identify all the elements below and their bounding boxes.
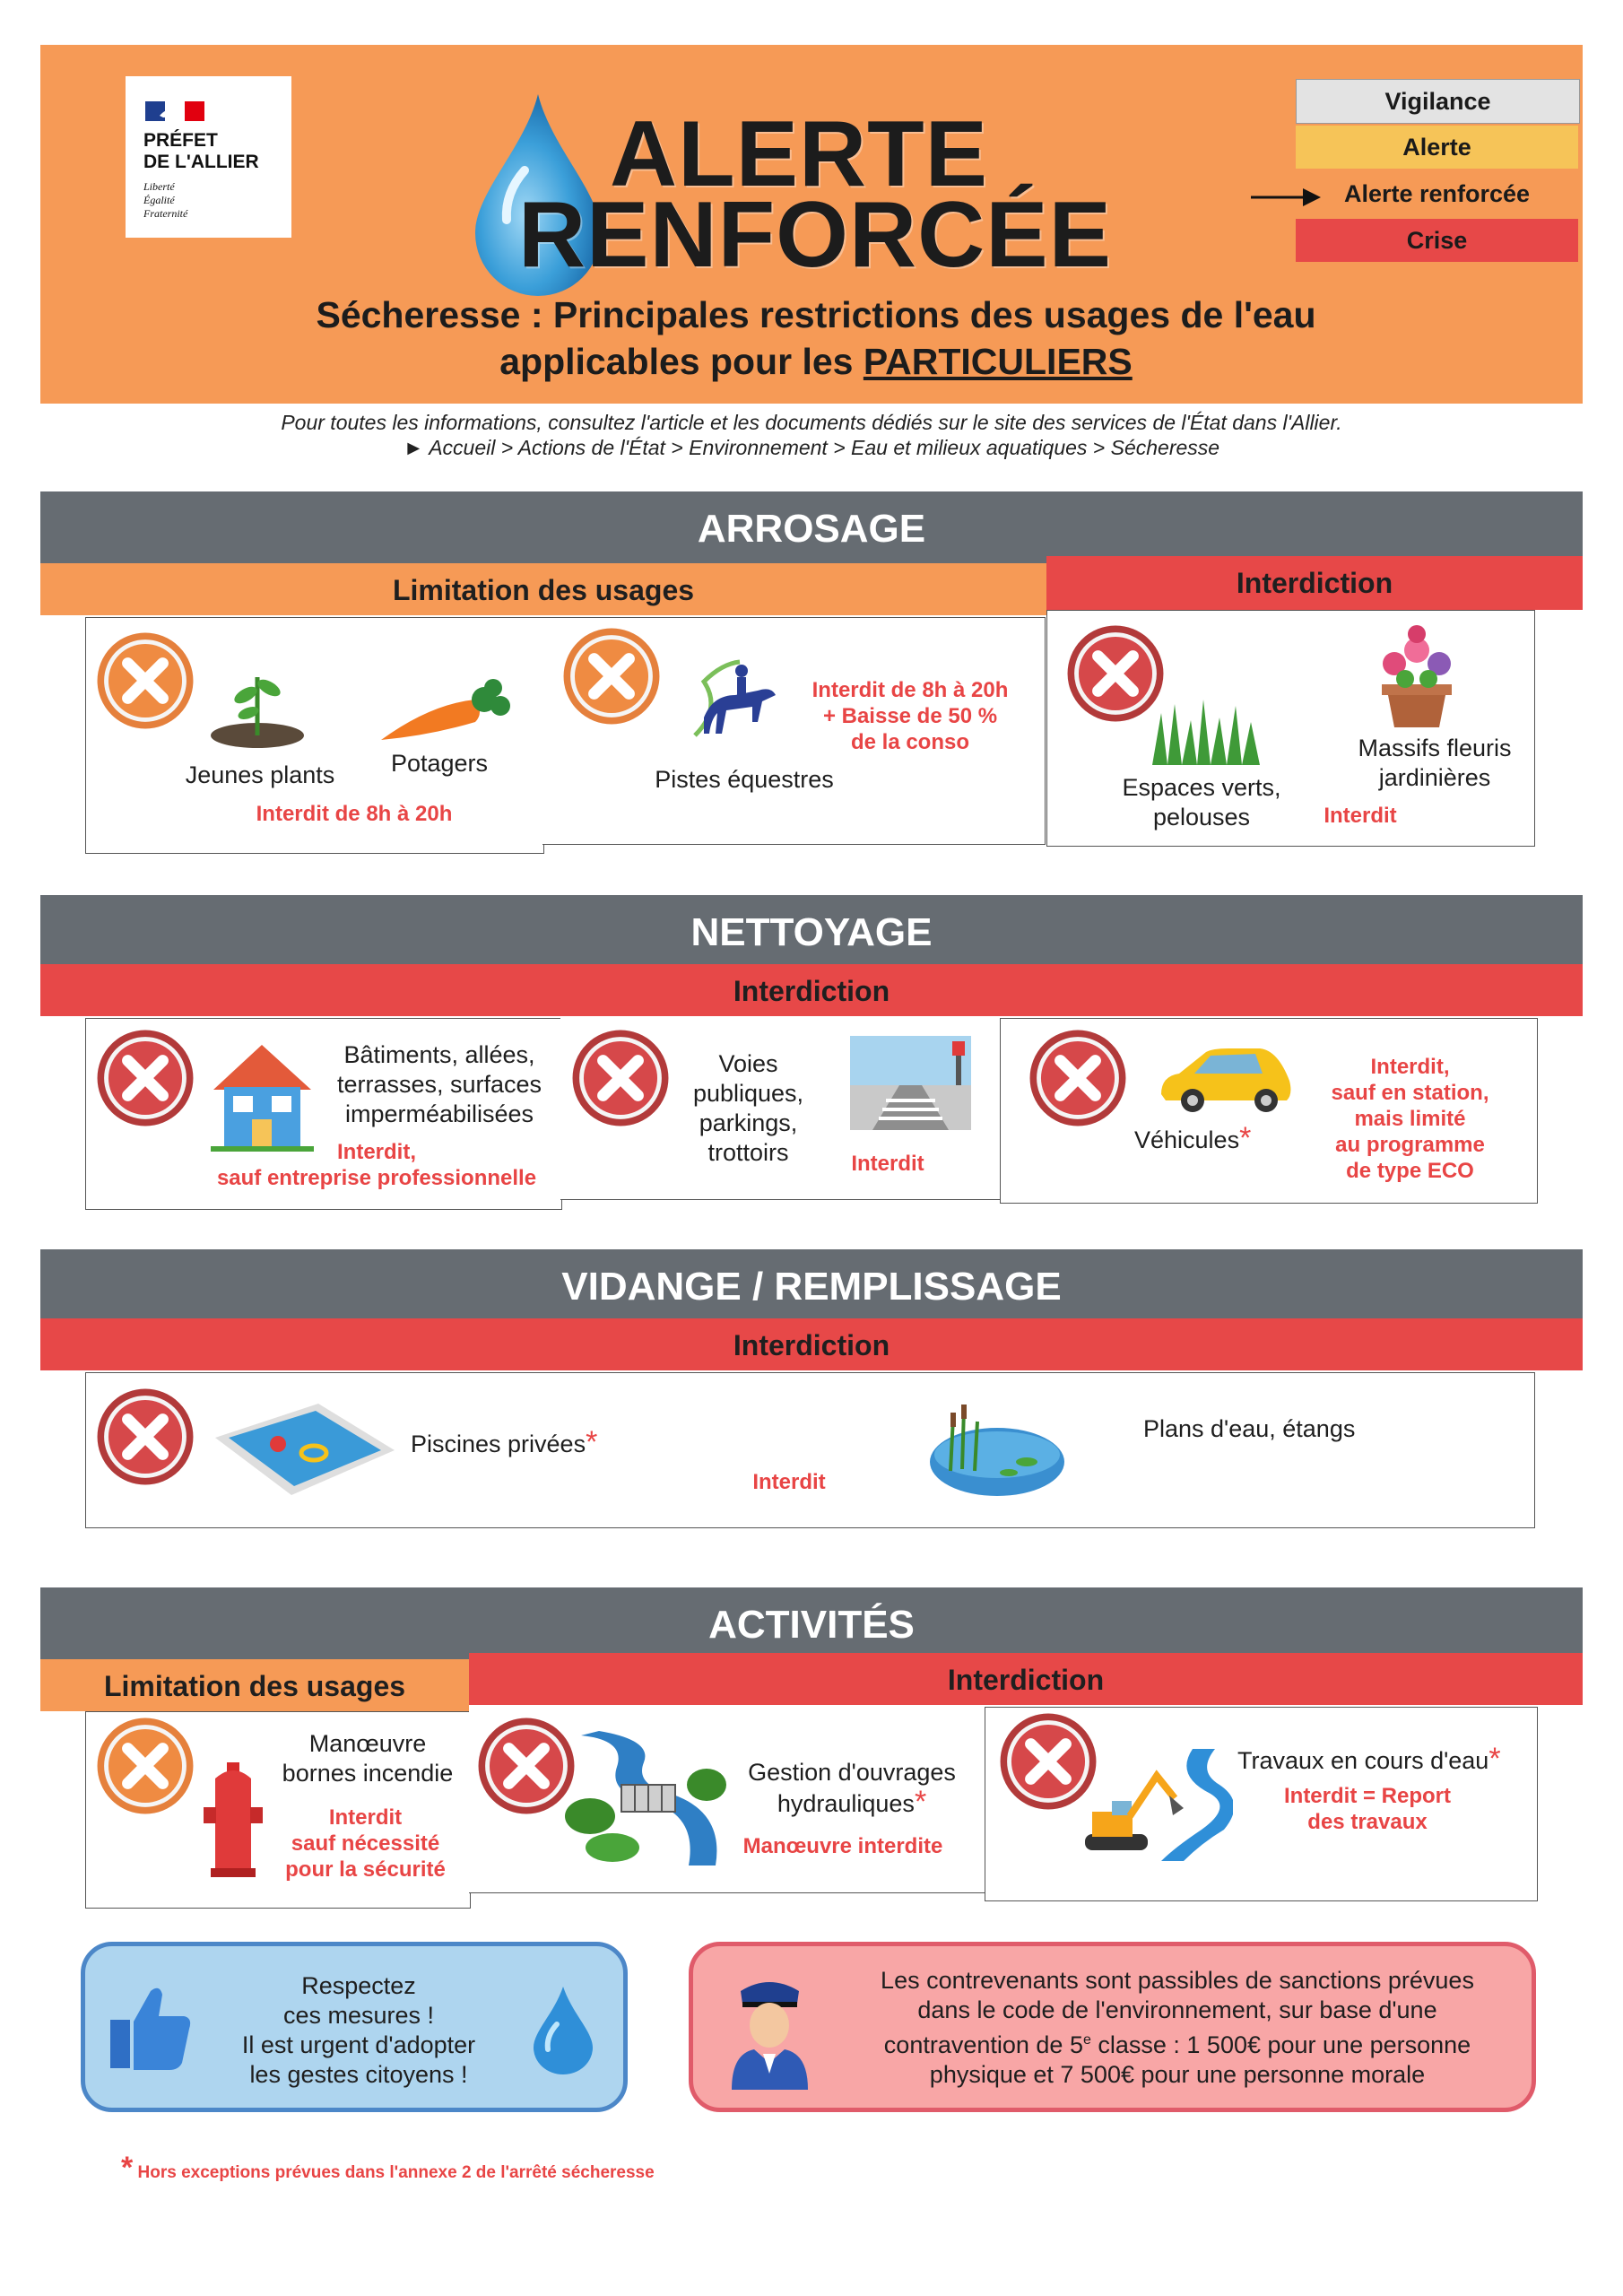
house-icon <box>211 1040 314 1152</box>
police-officer-icon <box>727 1973 812 2090</box>
thumbs-up-icon <box>110 1982 191 2072</box>
road-icon <box>850 1036 971 1130</box>
citizen-note-line: Il est urgent d'adopter <box>241 2031 476 2058</box>
section-activites-title: ACTIVITÉS <box>40 1587 1583 1659</box>
level-alerte: Alerte <box>1296 126 1578 169</box>
seedling-icon <box>208 659 307 749</box>
band-limitation: Limitation des usages <box>40 1659 469 1711</box>
citizen-note-line: ces mesures ! <box>282 2002 435 2029</box>
sanctions-line: dans le code de l'environnement, sur base d'une <box>917 1996 1437 2023</box>
label-plans-eau: Plans d'eau, étangs <box>1143 1415 1356 1442</box>
flag-icon <box>145 101 204 121</box>
citizen-note-line: Respectez <box>301 1972 416 1999</box>
title-line2: RENFORCÉE <box>518 183 1112 287</box>
logo-line1: PRÉFET <box>143 130 218 151</box>
band-interdiction: Interdiction <box>40 964 1583 1016</box>
prefet-logo <box>126 76 291 238</box>
rule-travaux: Interdit = Report des travaux <box>1283 1784 1451 1834</box>
rule-ouvrages: Manœuvre interdite <box>742 1834 943 1858</box>
arrow-right-icon <box>1251 184 1323 211</box>
sanctions-note <box>689 1942 1536 2112</box>
label-bornes: Manœuvre bornes incendie <box>282 1730 454 1787</box>
excavator-icon <box>1076 1749 1233 1861</box>
section-nettoyage-title: NETTOYAGE <box>40 895 1583 967</box>
label-espaces-verts: Espaces verts, pelouses <box>1122 774 1281 831</box>
horse-rider-icon <box>686 655 785 744</box>
forbidden-cross-icon <box>1029 1030 1126 1126</box>
label-pistes: Pistes équestres <box>655 766 834 793</box>
sanctions-line: contravention de 5e classe : 1 500€ pour une personne <box>883 2031 1471 2058</box>
limit-cross-icon <box>97 1718 194 1814</box>
label-batiments: Bâtiments, allées, terrasses, surfaces imperméabilisées <box>336 1041 542 1127</box>
level-alerte-renforcee: Alerte renforcée <box>1296 172 1578 215</box>
rule-batiments: Interdit, sauf entreprise professionnelle <box>216 1140 537 1190</box>
label-potagers: Potagers <box>390 750 489 777</box>
flower-pot-icon <box>1367 623 1466 729</box>
limit-cross-icon <box>563 628 660 725</box>
forbidden-cross-icon <box>478 1718 575 1814</box>
forbidden-cross-icon <box>572 1030 669 1126</box>
pond-icon <box>928 1399 1067 1498</box>
logo-line2: DE L'ALLIER <box>143 152 259 172</box>
carrot-icon <box>377 677 511 749</box>
band-interdiction: Interdiction <box>469 1653 1583 1705</box>
label-massifs: Massifs fleuris jardinières <box>1358 735 1512 791</box>
dam-river-icon <box>563 1731 729 1870</box>
forbidden-cross-icon <box>97 1030 194 1126</box>
water-drop-icon <box>532 1987 595 2076</box>
logo-motto: Liberté Égalité Fraternité <box>143 180 188 220</box>
rule-jeunes-plants: Interdit de 8h à 20h <box>256 802 453 826</box>
section-vidange-title: VIDANGE / REMPLISSAGE <box>40 1249 1583 1321</box>
title-line1: ALERTE <box>610 102 988 206</box>
car-icon <box>1157 1045 1296 1117</box>
rule-pistes: Interdit de 8h à 20h + Baisse de 50 % de la conso <box>812 678 1009 754</box>
subtitle: Sécheresse : Principales restrictions des usages de l'eau applicables pour les PARTICULIERS <box>316 294 1316 382</box>
info-breadcrumb: ► Accueil > Actions de l'État > Environnement > Eau et milieux aquatiques > Sécheresse <box>403 436 1220 459</box>
citizen-note <box>81 1942 628 2112</box>
limit-cross-icon <box>97 632 194 729</box>
band-interdiction: Interdiction <box>1046 556 1583 610</box>
band-limitation: Limitation des usages <box>40 563 1046 615</box>
label-jeunes-plants: Jeunes plants <box>185 761 335 788</box>
level-crise: Crise <box>1296 219 1578 262</box>
forbidden-cross-icon <box>97 1388 194 1485</box>
section-arrosage-title: ARROSAGE <box>40 491 1583 563</box>
rule-voies: Interdit <box>851 1152 924 1176</box>
citizen-note-line: les gestes citoyens ! <box>249 2061 468 2088</box>
band-interdiction: Interdiction <box>40 1318 1583 1370</box>
rule-interdit: Interdit <box>1324 804 1397 828</box>
footnote: * Hors exceptions prévues dans l'annexe 2 de l'arrêté sécheresse <box>121 2151 655 2185</box>
label-piscines: Piscines privées* <box>411 1425 598 1459</box>
sanctions-line: Les contrevenants sont passibles de sanctions prévues <box>881 1967 1474 1994</box>
label-vehicules: Véhicules* <box>1134 1121 1252 1155</box>
rule-vidange: Interdit <box>752 1470 826 1494</box>
rule-vehicules: Interdit, sauf en station, mais limité au programme de type ECO <box>1331 1055 1489 1183</box>
fire-hydrant-icon <box>202 1762 265 1879</box>
sanctions-line: physique et 7 500€ pour une personne morale <box>929 2061 1426 2088</box>
swimming-pool-icon <box>215 1404 395 1498</box>
rule-bornes: Interdit sauf nécessité pour la sécurité <box>285 1805 446 1882</box>
label-voies: Voies publiques, parkings, trottoirs <box>692 1050 804 1166</box>
label-ouvrages: Gestion d'ouvrages hydrauliques* <box>748 1759 956 1819</box>
label-travaux: Travaux en cours d'eau* <box>1237 1742 1501 1776</box>
info-text: Pour toutes les informations, consultez l'article et les documents dédiés sur le site des services de l'État dans l'Allier. <box>281 411 1342 434</box>
level-vigilance: Vigilance <box>1296 79 1580 124</box>
grass-icon <box>1148 695 1264 767</box>
